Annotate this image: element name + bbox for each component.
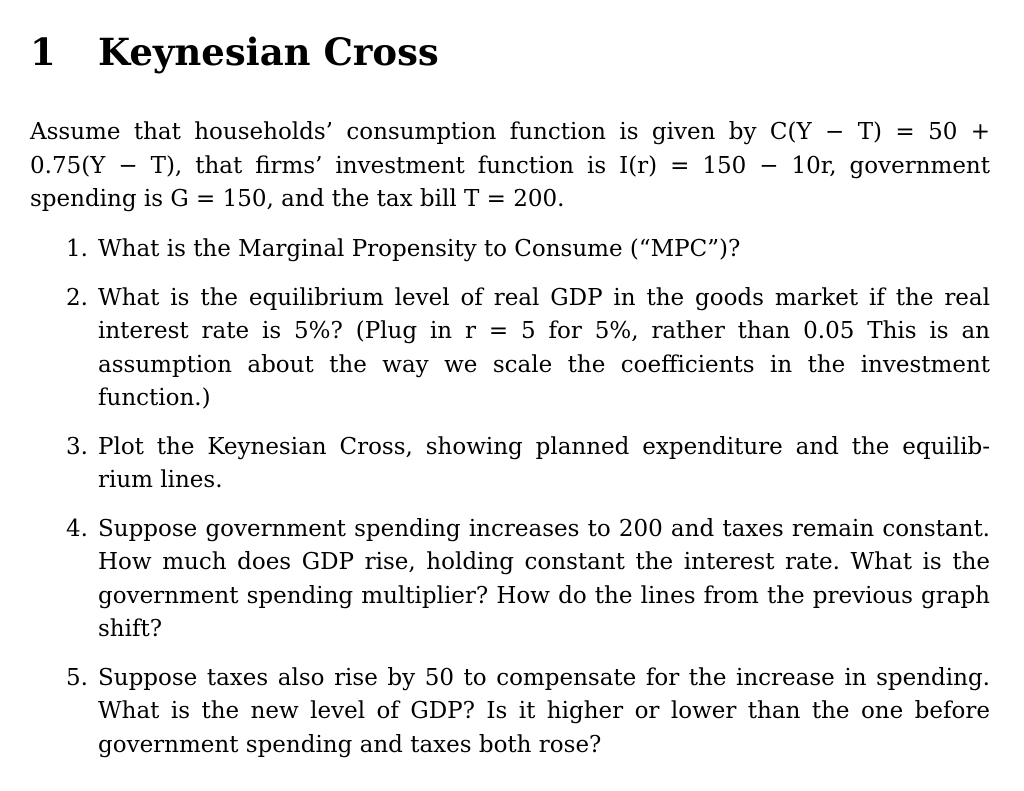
question-text: Suppose taxes also rise by 50 to compensate for the increase in spending. What is the new level of GDP? Is it higher or lower than the one before government spending and taxes both rose? [98,664,990,758]
section-title: Keynesian Cross [98,30,439,74]
question-number: 5. [66,664,88,691]
section-number: 1 [30,30,56,74]
question-text: Suppose government spending increases to 200 and taxes remain constant. How much does GDP rise, holding constant the interest rate. What is the government spending multiplier? How do the lines from the previous graph shift? [98,515,990,642]
question-text: What is the Marginal Propensity to Consume (“MPC”)? [98,236,741,262]
question-number: 4. [66,515,88,542]
question-list [30,233,990,777]
question-item-2 [30,282,990,416]
question-item-4 [30,513,990,647]
section-heading [30,28,439,76]
question-number: 3. [66,433,88,460]
question-text: What is the equilibrium level of real GDP in the goods market if the real interest rate is 5%? (Plug in r = 5 for 5%, rather than 0.05 This is an assumption about the way we scale the coefficients in the investment function.) [98,284,990,411]
question-item-5 [30,662,990,763]
question-text: Plot the Keynesian Cross, showing planned expenditure and the equilib-rium lines. [98,433,990,493]
question-item-3 [30,431,990,498]
question-number: 2. [66,284,88,311]
question-item-1 [30,233,990,267]
question-number: 1. [66,236,88,262]
intro-paragraph: Assume that households’ consumption function is given by C(Y − T) = 50 + 0.75(Y − T), that firms’ investment function is I(r) = 150 − 10r, government spending is G = 150, and the tax bill T = 200. [30,119,990,212]
